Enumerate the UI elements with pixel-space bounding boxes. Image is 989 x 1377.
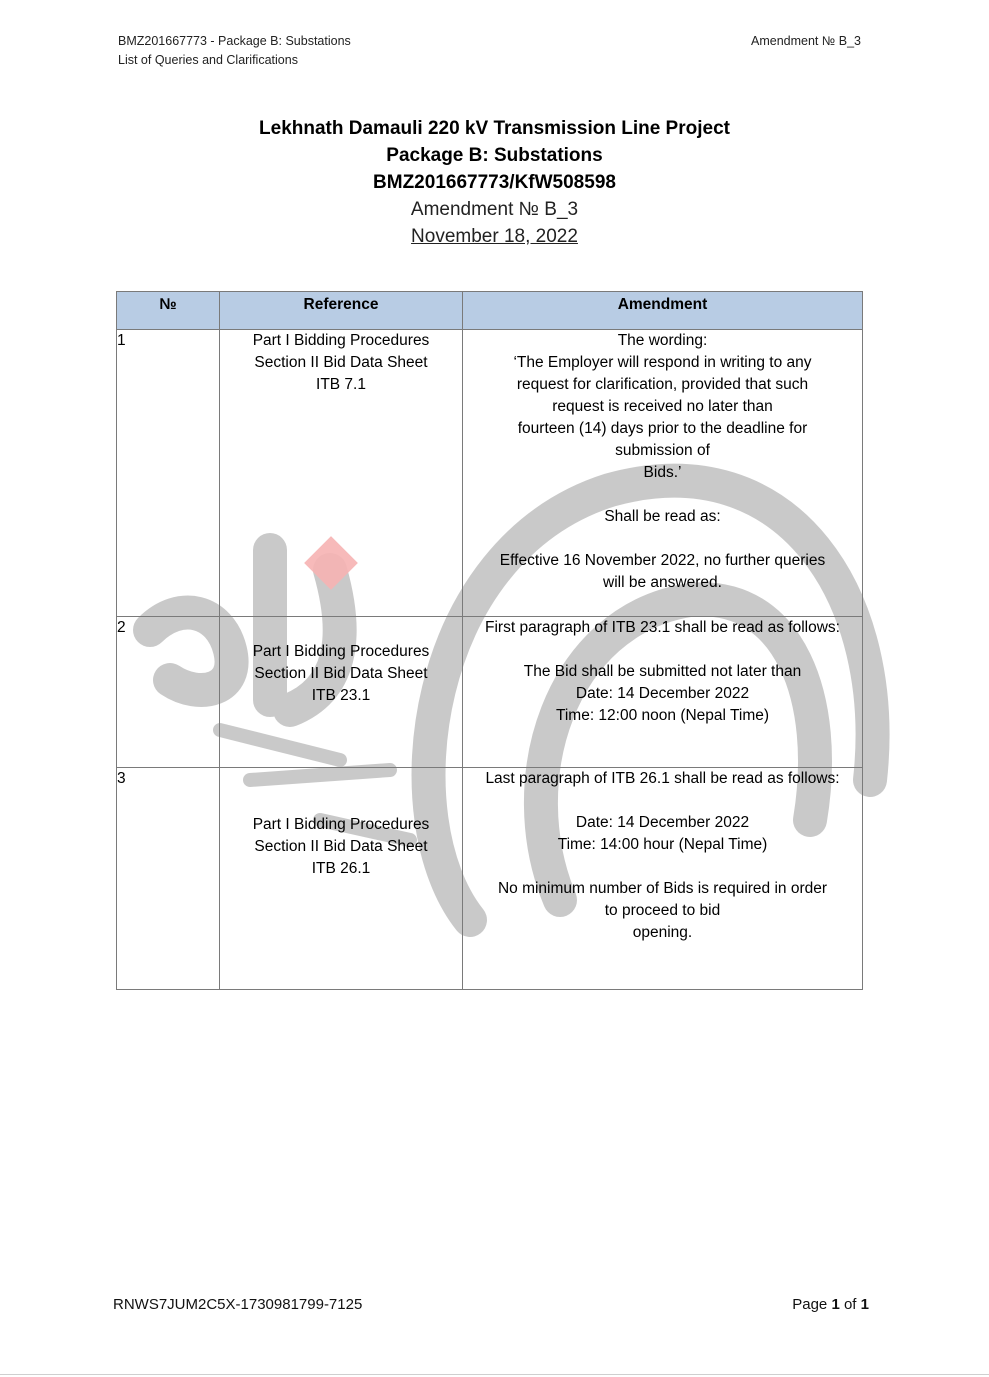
project-title: Lekhnath Damauli 220 kV Transmission Line Project bbox=[259, 118, 730, 139]
reference-line: Section II Bid Data Sheet bbox=[254, 838, 428, 855]
document-code: RNWS7JUM2C5X-1730981799-7125 bbox=[113, 1296, 363, 1313]
amendment-table bbox=[116, 291, 863, 990]
header-document-type: List of Queries and Clarifications bbox=[118, 53, 298, 67]
row-number: 1 bbox=[117, 330, 220, 617]
row-number: 3 bbox=[117, 768, 220, 990]
reference-line: Part I Bidding Procedures bbox=[252, 816, 430, 833]
row-number: 2 bbox=[117, 617, 220, 768]
reference-code: BMZ201667773/KfW508598 bbox=[373, 172, 616, 193]
page-total: 1 bbox=[860, 1296, 869, 1313]
reference-line: ITB 7.1 bbox=[316, 376, 366, 393]
column-header-no: № bbox=[117, 292, 220, 330]
amendment-line: fourteen (14) days prior to the deadline for bbox=[517, 420, 808, 437]
amendment-line: Shall be read as: bbox=[604, 508, 721, 525]
table-header-row bbox=[117, 292, 863, 330]
column-header-amendment: Amendment bbox=[463, 292, 863, 330]
page-of-word: of bbox=[843, 1296, 857, 1313]
reference-line: Part I Bidding Procedures bbox=[252, 332, 430, 349]
reference-line: Section II Bid Data Sheet bbox=[254, 665, 428, 682]
running-header-left bbox=[118, 32, 351, 70]
package-title: Package B: Substations bbox=[386, 145, 603, 166]
amendment-line: Date: 14 December 2022 bbox=[575, 685, 750, 702]
column-header-reference: Reference bbox=[220, 292, 463, 330]
amendment-line: ‘The Employer will respond in writing to any bbox=[513, 354, 812, 371]
amendment-line: opening. bbox=[632, 924, 693, 941]
amendment-line: First paragraph of ITB 23.1 shall be read as follows: bbox=[485, 619, 840, 636]
page-word: Page bbox=[792, 1296, 828, 1313]
amendment-cell bbox=[463, 330, 863, 617]
amendment-line: Time: 12:00 noon (Nepal Time) bbox=[555, 707, 770, 724]
page-bottom-divider bbox=[0, 1374, 989, 1375]
amendment-number: Amendment № B_3 bbox=[410, 199, 579, 220]
amendment-line: to proceed to bid bbox=[604, 902, 721, 919]
amendment-cell bbox=[463, 617, 863, 768]
reference-line: ITB 23.1 bbox=[311, 687, 371, 704]
table-row bbox=[117, 617, 863, 768]
reference-cell bbox=[220, 768, 463, 990]
header-project-code: BMZ201667773 - Package B: Substations bbox=[118, 34, 351, 48]
reference-cell bbox=[220, 330, 463, 617]
table-row bbox=[117, 768, 863, 990]
running-header-right: Amendment № B_3 bbox=[751, 34, 861, 48]
page-indicator bbox=[792, 1296, 869, 1313]
reference-line: Section II Bid Data Sheet bbox=[254, 354, 428, 371]
reference-line: Part I Bidding Procedures bbox=[252, 643, 430, 660]
amendment-line: Last paragraph of ITB 26.1 shall be read as follows: bbox=[485, 770, 840, 787]
amendment-line: request is received no later than bbox=[552, 398, 773, 415]
amendment-line: Bids.’ bbox=[643, 464, 682, 481]
amendment-line: Time: 14:00 hour (Nepal Time) bbox=[557, 836, 768, 853]
amendment-line: The Bid shall be submitted not later than bbox=[523, 663, 802, 680]
reference-cell bbox=[220, 617, 463, 768]
amendment-line: The wording: bbox=[617, 332, 708, 349]
page-current: 1 bbox=[831, 1296, 840, 1313]
amendment-line: Effective 16 November 2022, no further queries bbox=[499, 552, 826, 569]
table-row bbox=[117, 330, 863, 617]
title-block bbox=[0, 115, 989, 250]
amendment-line: request for clarification, provided that such bbox=[516, 376, 809, 393]
amendment-line: No minimum number of Bids is required in order bbox=[497, 880, 828, 897]
amendment-line: submission of bbox=[615, 442, 710, 459]
amendment-date: November 18, 2022 bbox=[411, 226, 578, 247]
amendment-line: will be answered. bbox=[603, 574, 722, 591]
reference-line: ITB 26.1 bbox=[311, 860, 371, 877]
amendment-line: Date: 14 December 2022 bbox=[575, 814, 750, 831]
amendment-cell bbox=[463, 768, 863, 990]
